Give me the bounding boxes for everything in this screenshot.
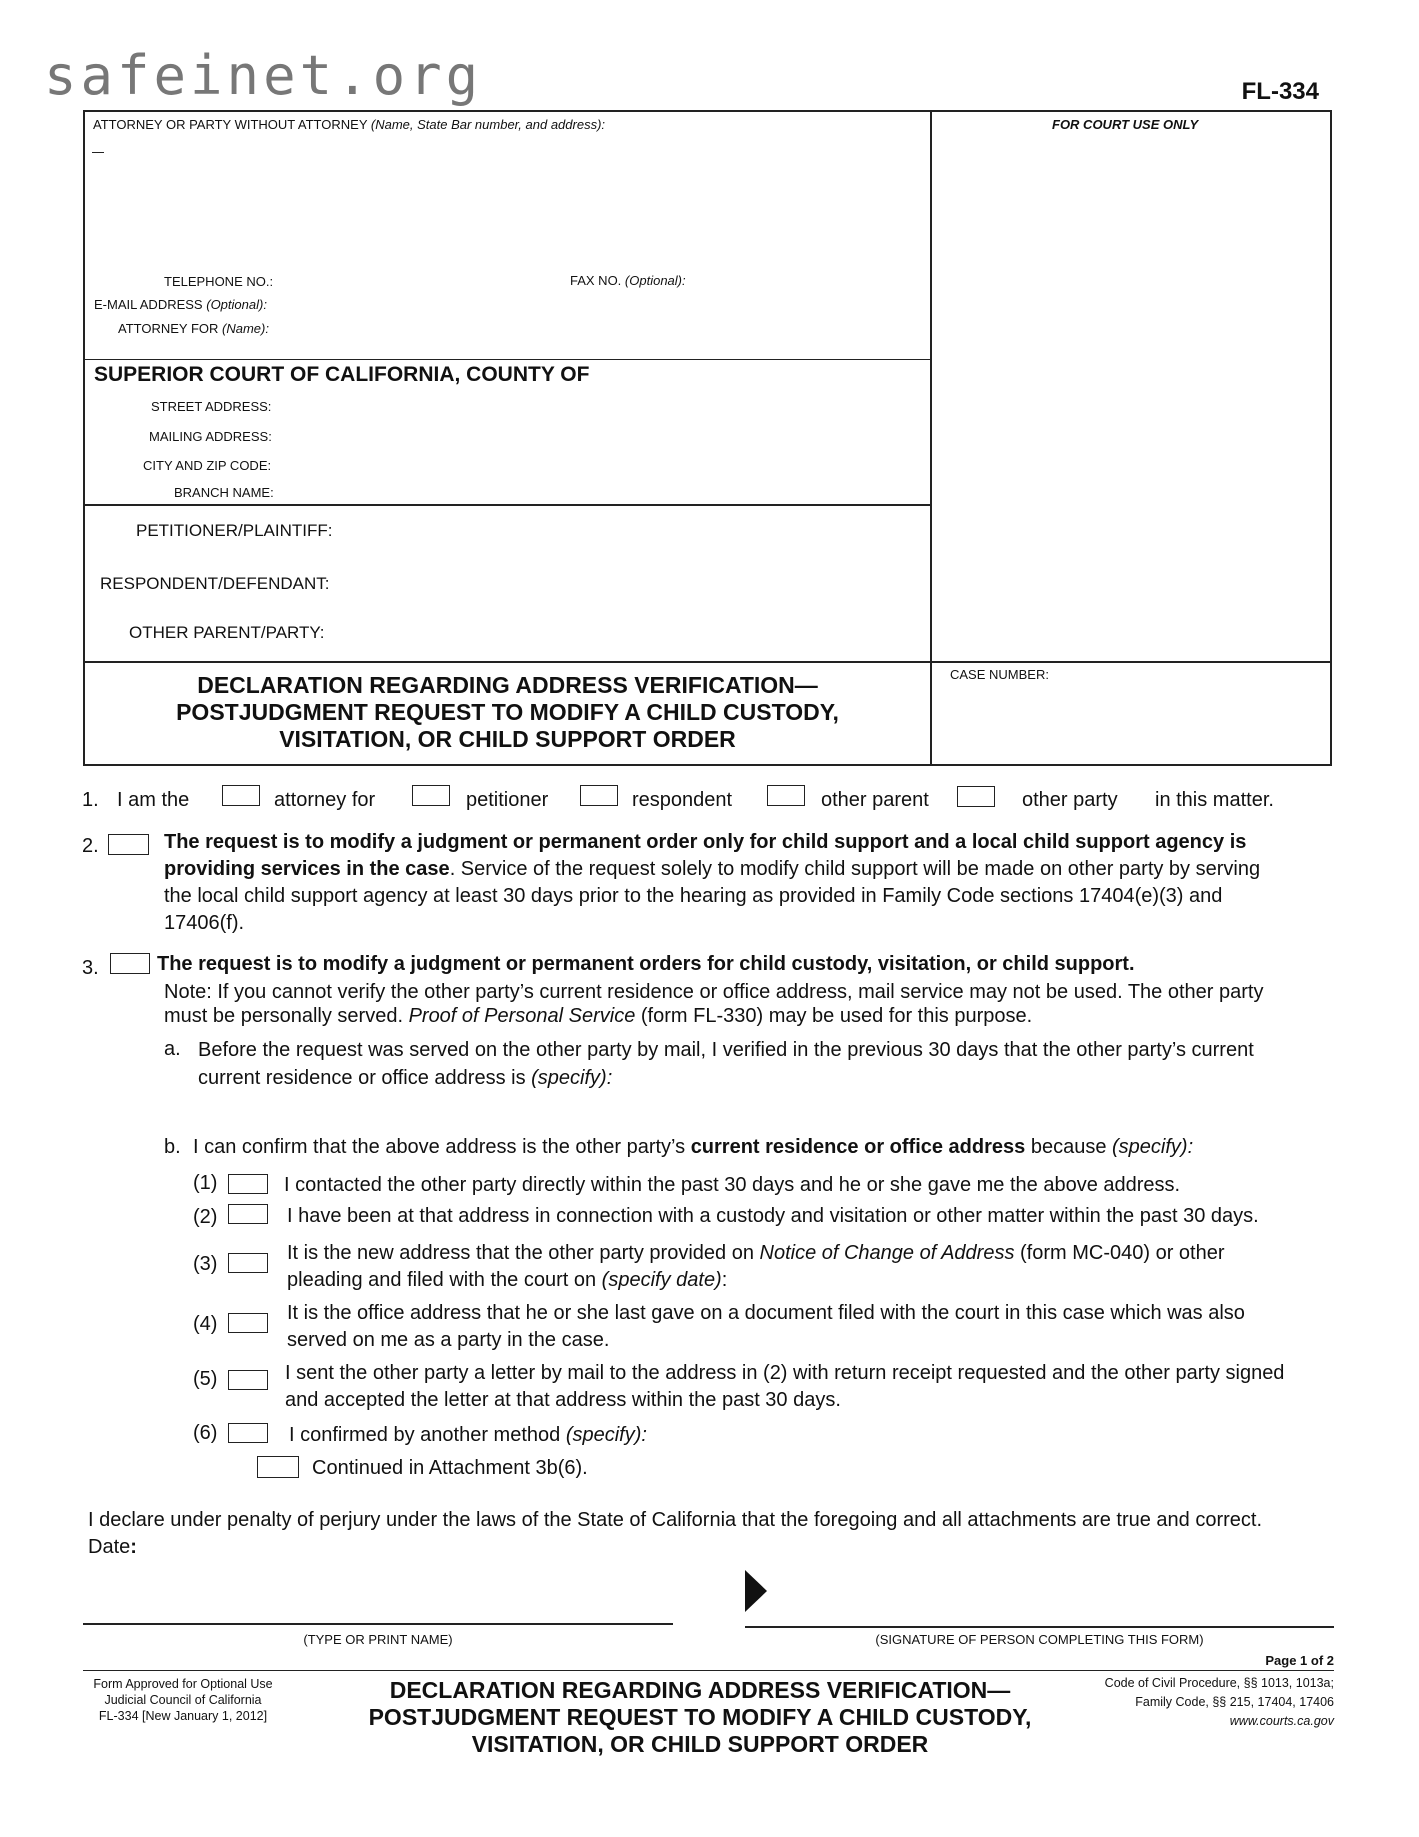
signature-caption: (SIGNATURE OF PERSON COMPLETING THIS FORM) xyxy=(875,1632,1204,1647)
divider-court xyxy=(83,504,932,506)
checkbox-attorney-for[interactable] xyxy=(222,785,260,806)
item1-tail: in this matter. xyxy=(1155,789,1274,811)
item2-text: The request is to modify a judgment or permanent order only for child support and a local child support agency is providing services in the case. Service of the request solely to modify child support will be made on other party by serving the local child support agency at least 30 days prior to the hearing as provided in Family Code sections 17404(e)(3) and 17406(f). xyxy=(164,831,1261,934)
court-heading: SUPERIOR COURT OF CALIFORNIA, COUNTY OF xyxy=(94,363,590,386)
petitioner-label: PETITIONER/PLAINTIFF: xyxy=(136,521,333,540)
item1-lead: I am the xyxy=(117,789,190,811)
option1-text: I contacted the other party directly within the past 30 days and he or she gave me the above address. xyxy=(284,1174,1181,1196)
option4-text: It is the office address that he or she last gave on a document filed with the court in this case which was also served on me as a party in the case. xyxy=(287,1302,1245,1351)
checkbox-option5[interactable] xyxy=(228,1370,268,1390)
respondent-label: RESPONDENT/DEFENDANT: xyxy=(100,574,330,593)
courts-website-link[interactable]: www.courts.ca.gov xyxy=(1229,1714,1334,1728)
checkbox-option2[interactable] xyxy=(228,1204,268,1224)
signature-arrow-icon xyxy=(745,1570,767,1617)
option6-text: I confirmed by another method (specify): xyxy=(289,1424,647,1446)
option1-number: (1) xyxy=(193,1172,218,1194)
option5-number: (5) xyxy=(193,1368,218,1390)
option6-number: (6) xyxy=(193,1422,218,1444)
checkbox-other-party[interactable] xyxy=(957,786,995,807)
checkbox-other-parent[interactable] xyxy=(767,785,805,806)
item1-number: 1. xyxy=(82,789,99,811)
item3-number: 3. xyxy=(82,957,99,979)
checkbox-item3[interactable] xyxy=(110,953,150,974)
checkbox-option1[interactable] xyxy=(228,1174,268,1194)
checkbox-option4[interactable] xyxy=(228,1313,268,1333)
checkbox-continued-attachment[interactable] xyxy=(257,1456,299,1478)
checkbox-option3[interactable] xyxy=(228,1253,268,1273)
option2-text: I have been at that address in connection with a custody and visitation or other matter within the past 30 days. xyxy=(287,1205,1259,1227)
option2-number: (2) xyxy=(193,1206,218,1228)
declaration-text: I declare under penalty of perjury under the laws of the State of California that the foregoing and all attachments are true and correct. xyxy=(88,1509,1263,1531)
item1-option-other-parent: other parent xyxy=(821,789,929,811)
checkbox-respondent[interactable] xyxy=(580,785,618,806)
street-address-label: STREET ADDRESS: xyxy=(151,399,272,414)
option3-text: It is the new address that the other party provided on Notice of Change of Address (form MC-040) or other pleading and filed with the court on (specify date): xyxy=(287,1242,1225,1291)
attorney-cursor-mark xyxy=(92,152,104,153)
mailing-address-label: MAILING ADDRESS: xyxy=(149,429,272,444)
item3a-label: a. xyxy=(164,1038,181,1060)
form-approval: Form Approved for Optional Use Judicial Council of California FL-334 [New January 1, 2012] xyxy=(93,1677,273,1723)
item3a-text: Before the request was served on the other party by mail, I verified in the previous 30 days that the other party’s current current residence or office address is (specify): xyxy=(198,1039,1254,1089)
item3-note: Note: If you cannot verify the other party’s current residence or office address, mail service may not be used. The other party must be personally served. Proof of Personal Service (form FL-330) may be used for this purpose. xyxy=(164,981,1264,1027)
attorney-for-label: ATTORNEY FOR (Name): xyxy=(118,321,269,336)
form-number: FL-334 xyxy=(1241,78,1319,105)
branch-name-label: BRANCH NAME: xyxy=(174,485,274,500)
footer-rule xyxy=(83,1670,1334,1671)
signature-line[interactable] xyxy=(745,1626,1334,1628)
checkbox-option6[interactable] xyxy=(228,1423,268,1443)
item1-option-attorney-for: attorney for xyxy=(274,789,376,811)
divider-parties xyxy=(83,661,1332,663)
telephone-label: TELEPHONE NO.: xyxy=(164,274,274,289)
watermark: safeinet.org xyxy=(44,44,483,107)
code-citations: Code of Civil Procedure, §§ 1013, 1013a; Family Code, §§ 215, 17404, 17406 www.courts.ca.gov xyxy=(1030,1674,1334,1731)
caption-divider xyxy=(930,110,932,766)
option5-text: I sent the other party a letter by mail to the address in (2) with return receipt requested and the other party signed and accepted the letter at that address within the past 30 days. xyxy=(285,1362,1285,1411)
item3b-text: I can confirm that the above address is the other party’s current residence or office address because (specify): xyxy=(193,1136,1194,1158)
print-name-line[interactable] xyxy=(83,1623,673,1625)
attorney-label: ATTORNEY OR PARTY WITHOUT ATTORNEY (Name, State Bar number, and address): xyxy=(93,117,606,132)
option3-number: (3) xyxy=(193,1253,218,1275)
case-number-label: CASE NUMBER: xyxy=(950,667,1049,682)
other-parent-label: OTHER PARENT/PARTY: xyxy=(129,623,325,642)
item3b-label: b. xyxy=(164,1136,181,1158)
item1-option-other-party: other party xyxy=(1022,789,1118,811)
city-zip-label: CITY AND ZIP CODE: xyxy=(143,458,272,473)
page-indicator: Page 1 of 2 xyxy=(1265,1653,1334,1668)
continued-attachment-text: Continued in Attachment 3b(6). xyxy=(312,1457,588,1479)
court-use-label: FOR COURT USE ONLY xyxy=(1052,117,1199,132)
item3-heading: The request is to modify a judgment or permanent orders for child custody, visitation, or child support. xyxy=(157,953,1135,975)
fax-label: FAX NO. (Optional): xyxy=(570,273,686,288)
item2-number: 2. xyxy=(82,835,99,857)
checkbox-petitioner[interactable] xyxy=(412,785,450,806)
divider-attorney xyxy=(83,359,932,360)
item1-option-respondent: respondent xyxy=(632,789,733,811)
print-name-caption: (TYPE OR PRINT NAME) xyxy=(303,1632,453,1647)
option4-number: (4) xyxy=(193,1313,218,1335)
date-label: Date: xyxy=(88,1536,137,1558)
form-title: DECLARATION REGARDING ADDRESS VERIFICATION— POSTJUDGMENT REQUEST TO MODIFY A CHILD CUSTODY, VISITATION, OR CHILD SUPPORT ORDER xyxy=(176,672,839,752)
checkbox-item2[interactable] xyxy=(108,834,149,855)
footer-title: DECLARATION REGARDING ADDRESS VERIFICATION— POSTJUDGMENT REQUEST TO MODIFY A CHILD CUSTODY, VISITATION, OR CHILD SUPPORT ORDER xyxy=(368,1677,1032,1757)
item1-option-petitioner: petitioner xyxy=(466,789,549,811)
email-label: E-MAIL ADDRESS (Optional): xyxy=(94,297,267,312)
